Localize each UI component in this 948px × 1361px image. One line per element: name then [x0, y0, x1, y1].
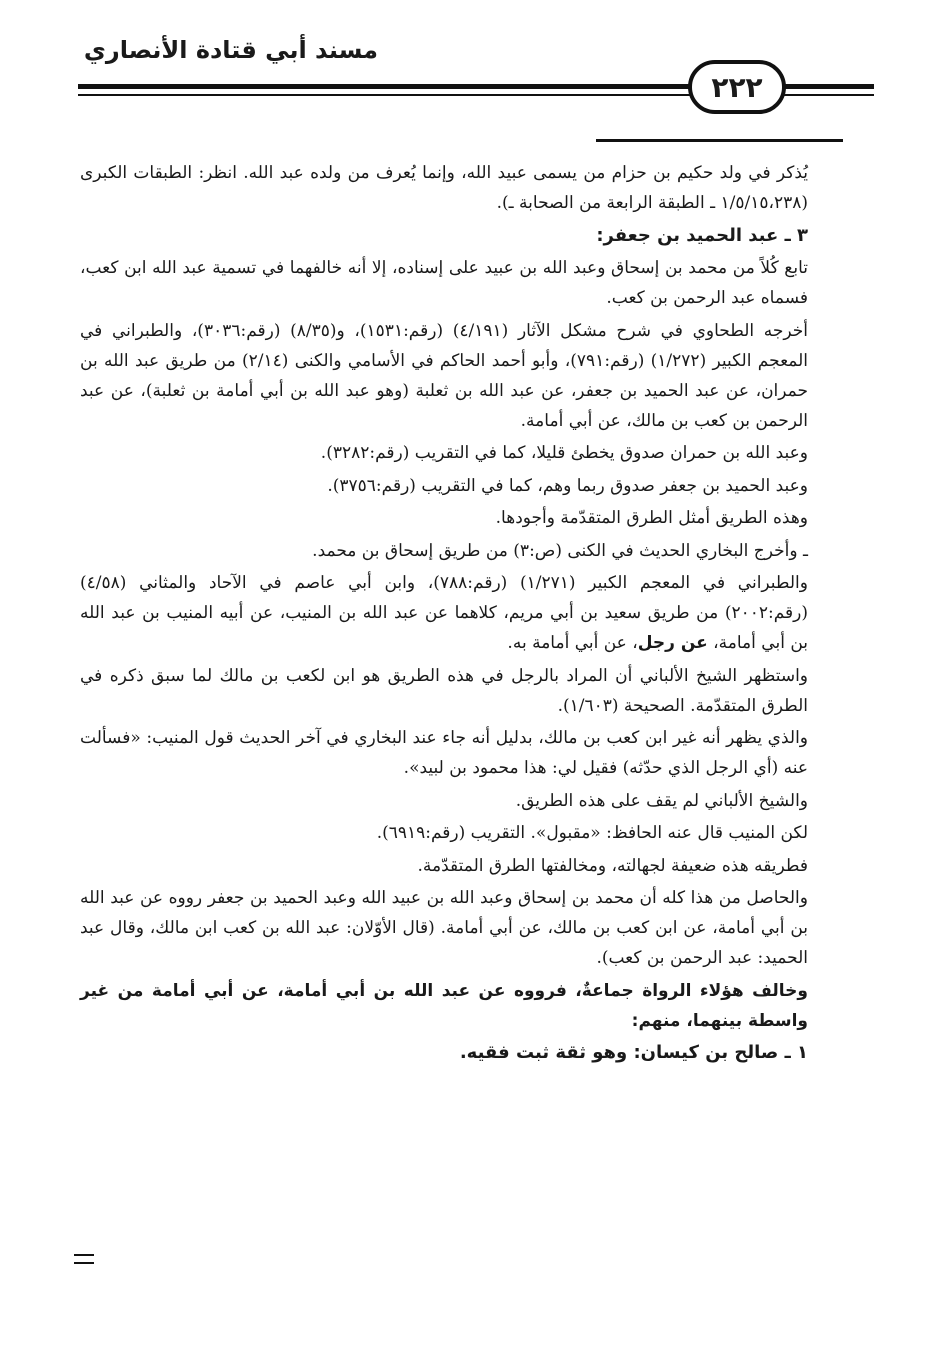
paragraph: [80, 568, 808, 658]
paragraph: وعبد الحميد بن جعفر صدوق ربما وهم، كما في التقريب (رقم:٣٧٥٦).: [327, 475, 808, 496]
header-rule-right-thin: [784, 94, 874, 96]
header-rule-thin: [78, 94, 690, 96]
paragraph: تابع كُلاً من محمد بن إسحاق وعبد الله بن عبيد على إسناده، إلا أنه خالفهما في تسمية عبد الله ابن كعب، فسماه عبد الرحمن بن كعب.: [80, 258, 808, 308]
paragraph: لكن المنيب قال عنه الحافظ: «مقبول». التقريب (رقم:٦٩١٩).: [376, 823, 808, 843]
paragraph: والحاصل من هذا كله أن محمد بن إسحاق وعبد الله بن عبيد الله وعبد الحميد بن جعفر رووه عن عبد الله بن أبي أمامة، عن ابن كعب بن مالك، عن أبي أمامة. (قال الأوّلان: عبد الله بن كعب ابن مالك، وقال عبد الحميد: عبد الرحمن بن كعب).: [80, 888, 808, 968]
page-body: [80, 158, 808, 1071]
paragraph-text: ، عن أبي أمامة به.: [507, 633, 638, 653]
paragraph: واستظهر الشيخ الألباني أن المراد بالرجل في هذه الطريق هو ابن لكعب بن مالك لما سبق ذكره في الطرق المتقدّمة. الصحيحة (١/٦٠٣).: [80, 665, 808, 716]
emphasis-text: عن رجل: [637, 633, 708, 653]
paragraph: فطريقه هذه ضعيفة لجهالته، ومخالفتها الطرق المتقدّمة.: [417, 855, 808, 876]
paragraph-text: والطبراني في المعجم الكبير (١/٢٧١) (رقم:٧٨٨)، وابن أبي عاصم في الآحاد والمثاني (٤/٥٨) (رقم:٢٠٠٢) من طريق سعيد بن أبي مريم، كلاهما عن عبد الله بن المنيب، عن أبيه المنيب بن عبد الله بن أبي أمامة،: [80, 573, 808, 653]
paragraph: أخرجه الطحاوي في شرح مشكل الآثار (٤/١٩١) (رقم:١٥٣١)، و(٨/٣٥) (رقم:٣٠٣٦)، والطبراني في المعجم الكبير (١/٢٧٢) (رقم:٧٩١)، وأبو أحمد الحاكم في الأسامي والكنى (٢/١٤) من طريق عبد الله بن حمران، عن عبد الحميد بن جعفر، عن عبد الله بن ثعلبة (وهو عبد الله بن أبي أمامة بن ثعلبة)، عن عبد الرحمن بن كعب بن مالك، عن أبي أمامة.: [80, 320, 808, 431]
book-title: مسند أبي قتادة الأنصاري: [83, 36, 378, 64]
section-heading: ٣ ـ عبد الحميد بن جعفر:: [596, 224, 808, 246]
footnote-marker: [74, 1254, 94, 1264]
header-rule-right-thick: [784, 84, 874, 89]
header-underline: [596, 139, 843, 142]
paragraph: والذي يظهر أنه غير ابن كعب بن مالك، بدليل أنه جاء عند البخاري في آخر الحديث قول المنيب: «فسألت عنه (أي الرجل الذي حدّثه) فقيل لي: هذا محمود بن لبيد».: [80, 728, 808, 778]
paragraph: وهذه الطريق أمثل الطرق المتقدّمة وأجودها.: [495, 508, 808, 528]
header-rule-thick: [78, 84, 690, 89]
paragraph: يُذكر في ولد حكيم بن حزام من يسمى عبيد الله، وإنما يُعرف من ولده عبد الله. انظر: الطبقات الكبرى (١/٥/١٥،٢٣٨ ـ الطبقة الرابعة من الصحابة ـ).: [80, 163, 808, 213]
paragraph: ـ وأخرج البخاري الحديث في الكنى (ص:٣) من طريق إسحاق بن محمد.: [312, 540, 808, 561]
paragraph: والشيخ الألباني لم يقف على هذه الطريق.: [515, 790, 808, 811]
page-number: ٢٢٢: [688, 60, 786, 114]
section-heading: ١ ـ صالح بن كيسان: وهو ثقة ثبت فقيه.: [459, 1042, 808, 1063]
bold-paragraph: وخالف هؤلاء الرواة جماعةٌ، فرووه عن عبد الله بن أبي أمامة، عن أبي أمامة من غير واسطة بينهما، منهم:: [80, 980, 808, 1031]
page-header: [0, 0, 948, 125]
paragraph: وعبد الله بن حمران صدوق يخطئ قليلا، كما في التقريب (رقم:٣٢٨٢).: [320, 443, 808, 463]
